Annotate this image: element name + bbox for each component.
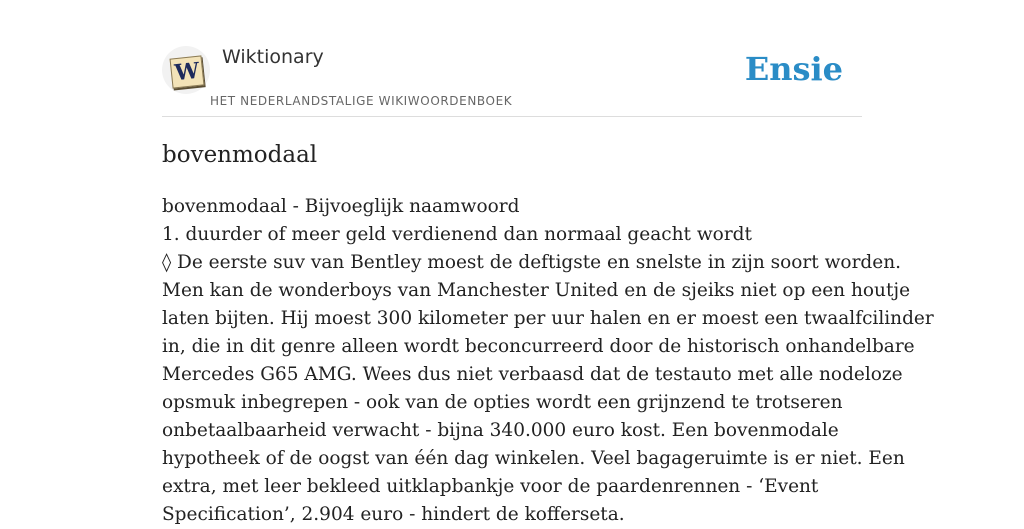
example-line: hypotheek of de oogst van één dag winkelen. Veel bagageruimte is er niet. Een xyxy=(162,448,905,469)
logo-tile-icon xyxy=(170,55,205,88)
example-line: laten bijten. Hij moest 300 kilometer per uur halen en er moest een twaalfcilinder xyxy=(162,308,934,329)
definition-line: 1. duurder of meer geld verdienend dan normaal geacht wordt xyxy=(162,224,752,245)
example-line: opsmuk inbegrepen - ook van de opties wordt een grijnzend te trotseren xyxy=(162,392,843,413)
example-line: ◊ De eerste suv van Bentley moest de deftigste en snelste in zijn soort worden. xyxy=(162,252,901,273)
example-line: onbetaalbaarheid verwacht - bijna 340.000 euro kost. Een bovenmodale xyxy=(162,420,839,441)
example-line: in, die in dit genre alleen wordt beconcurreerd door de historisch onhandelbare xyxy=(162,336,915,357)
ensie-brand-link[interactable]: Ensie xyxy=(744,50,843,88)
wiktionary-logo[interactable] xyxy=(162,46,210,94)
example-line: Specification’, 2.904 euro - hindert de kofferseta. xyxy=(162,504,625,525)
logo-letter: W xyxy=(173,57,201,87)
entry-content xyxy=(162,138,934,529)
example-line: extra, met leer bekleed uitklapbankje voor de paardenrennen - ‘Event xyxy=(162,476,819,497)
example-line: Mercedes G65 AMG. Wees dus niet verbaasd dat de testauto met alle nodeloze xyxy=(162,364,903,385)
word-type-line: bovenmodaal - Bijvoeglijk naamwoord xyxy=(162,196,520,217)
example-line: Men kan de wonderboys van Manchester United en de sjeiks niet op een houtje xyxy=(162,280,911,301)
page-title: bovenmodaal xyxy=(162,142,318,168)
site-header xyxy=(162,40,862,117)
site-name[interactable]: Wiktionary xyxy=(222,46,324,68)
site-subtitle: HET NEDERLANDSTALIGE WIKIWOORDENBOEK xyxy=(210,94,513,108)
entry-body xyxy=(162,193,934,529)
